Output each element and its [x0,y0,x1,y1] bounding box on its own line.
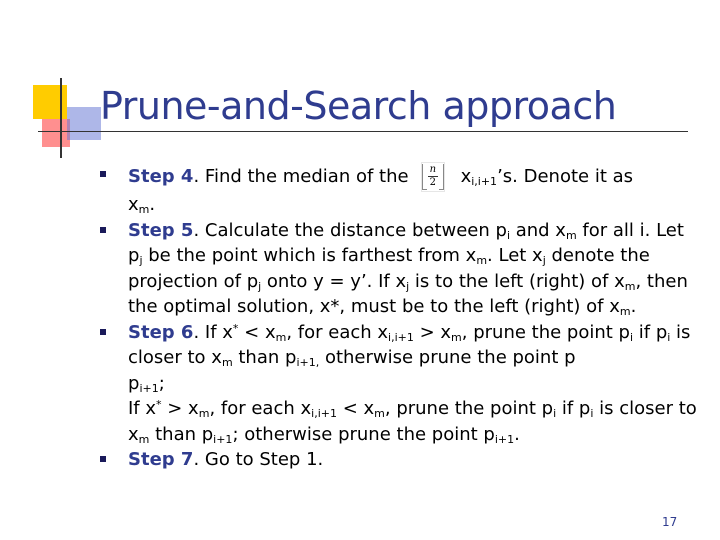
bullet-icon [100,171,106,177]
title-underline [38,131,688,132]
step-7-item: Step 7. Go to Step 1. [100,447,700,473]
step-5-label: Step 5 [128,219,194,241]
slide-title: Prune-and-Search approach [100,84,617,128]
decor-red-square [42,119,70,147]
n-over-2-fraction: $\frac{n}{2}$ [421,162,445,192]
step-7-label: Step 7 [128,449,194,470]
step-6-label: Step 6 [128,321,194,343]
bullet-icon [100,456,106,462]
decor-vertical-line [60,78,62,158]
decor-blue-square [67,107,101,140]
page-number: 17 [662,515,678,529]
step-6-item: Step 6. If $x^* < x_m$, for each $x_{i,i+1} > x_m$, prune the point $p_i$ if $p_i$ is closer to $x_m$ than $p_{i+1,}$ otherwise prune the point p $p_{i+1}$; If $x^* > x_m$, for each $x_{i,i+1} < x_m$, prune the point $p_i$ if $p_i$ is closer to $x_m$ than $p_{i+1}$; otherwise prune the point $p_{i+1}$. [100,320,700,448]
bullet-icon [100,227,106,233]
steps-list [100,162,700,473]
step-5-item: Step 5. Calculate the distance between $p_i$ and $x_m$ for all i. Let $p_j$ be the point which is farthest from $x_m$. Let $x_j$ denote the projection of $p_j$ onto y = y’. If $x_j$ is to the left (right) of $x_m$, then the optimal solution, x*, must be to the left (right) of $x_m$. [100,218,700,320]
bullet-icon [100,329,106,335]
step-4-item: Step 4. Find the median of the $\frac{n}{2}$ $x_{i,i+1}’s$. Denote it as $x_m$. [100,162,700,218]
step-4-label: Step 4 [128,166,194,187]
